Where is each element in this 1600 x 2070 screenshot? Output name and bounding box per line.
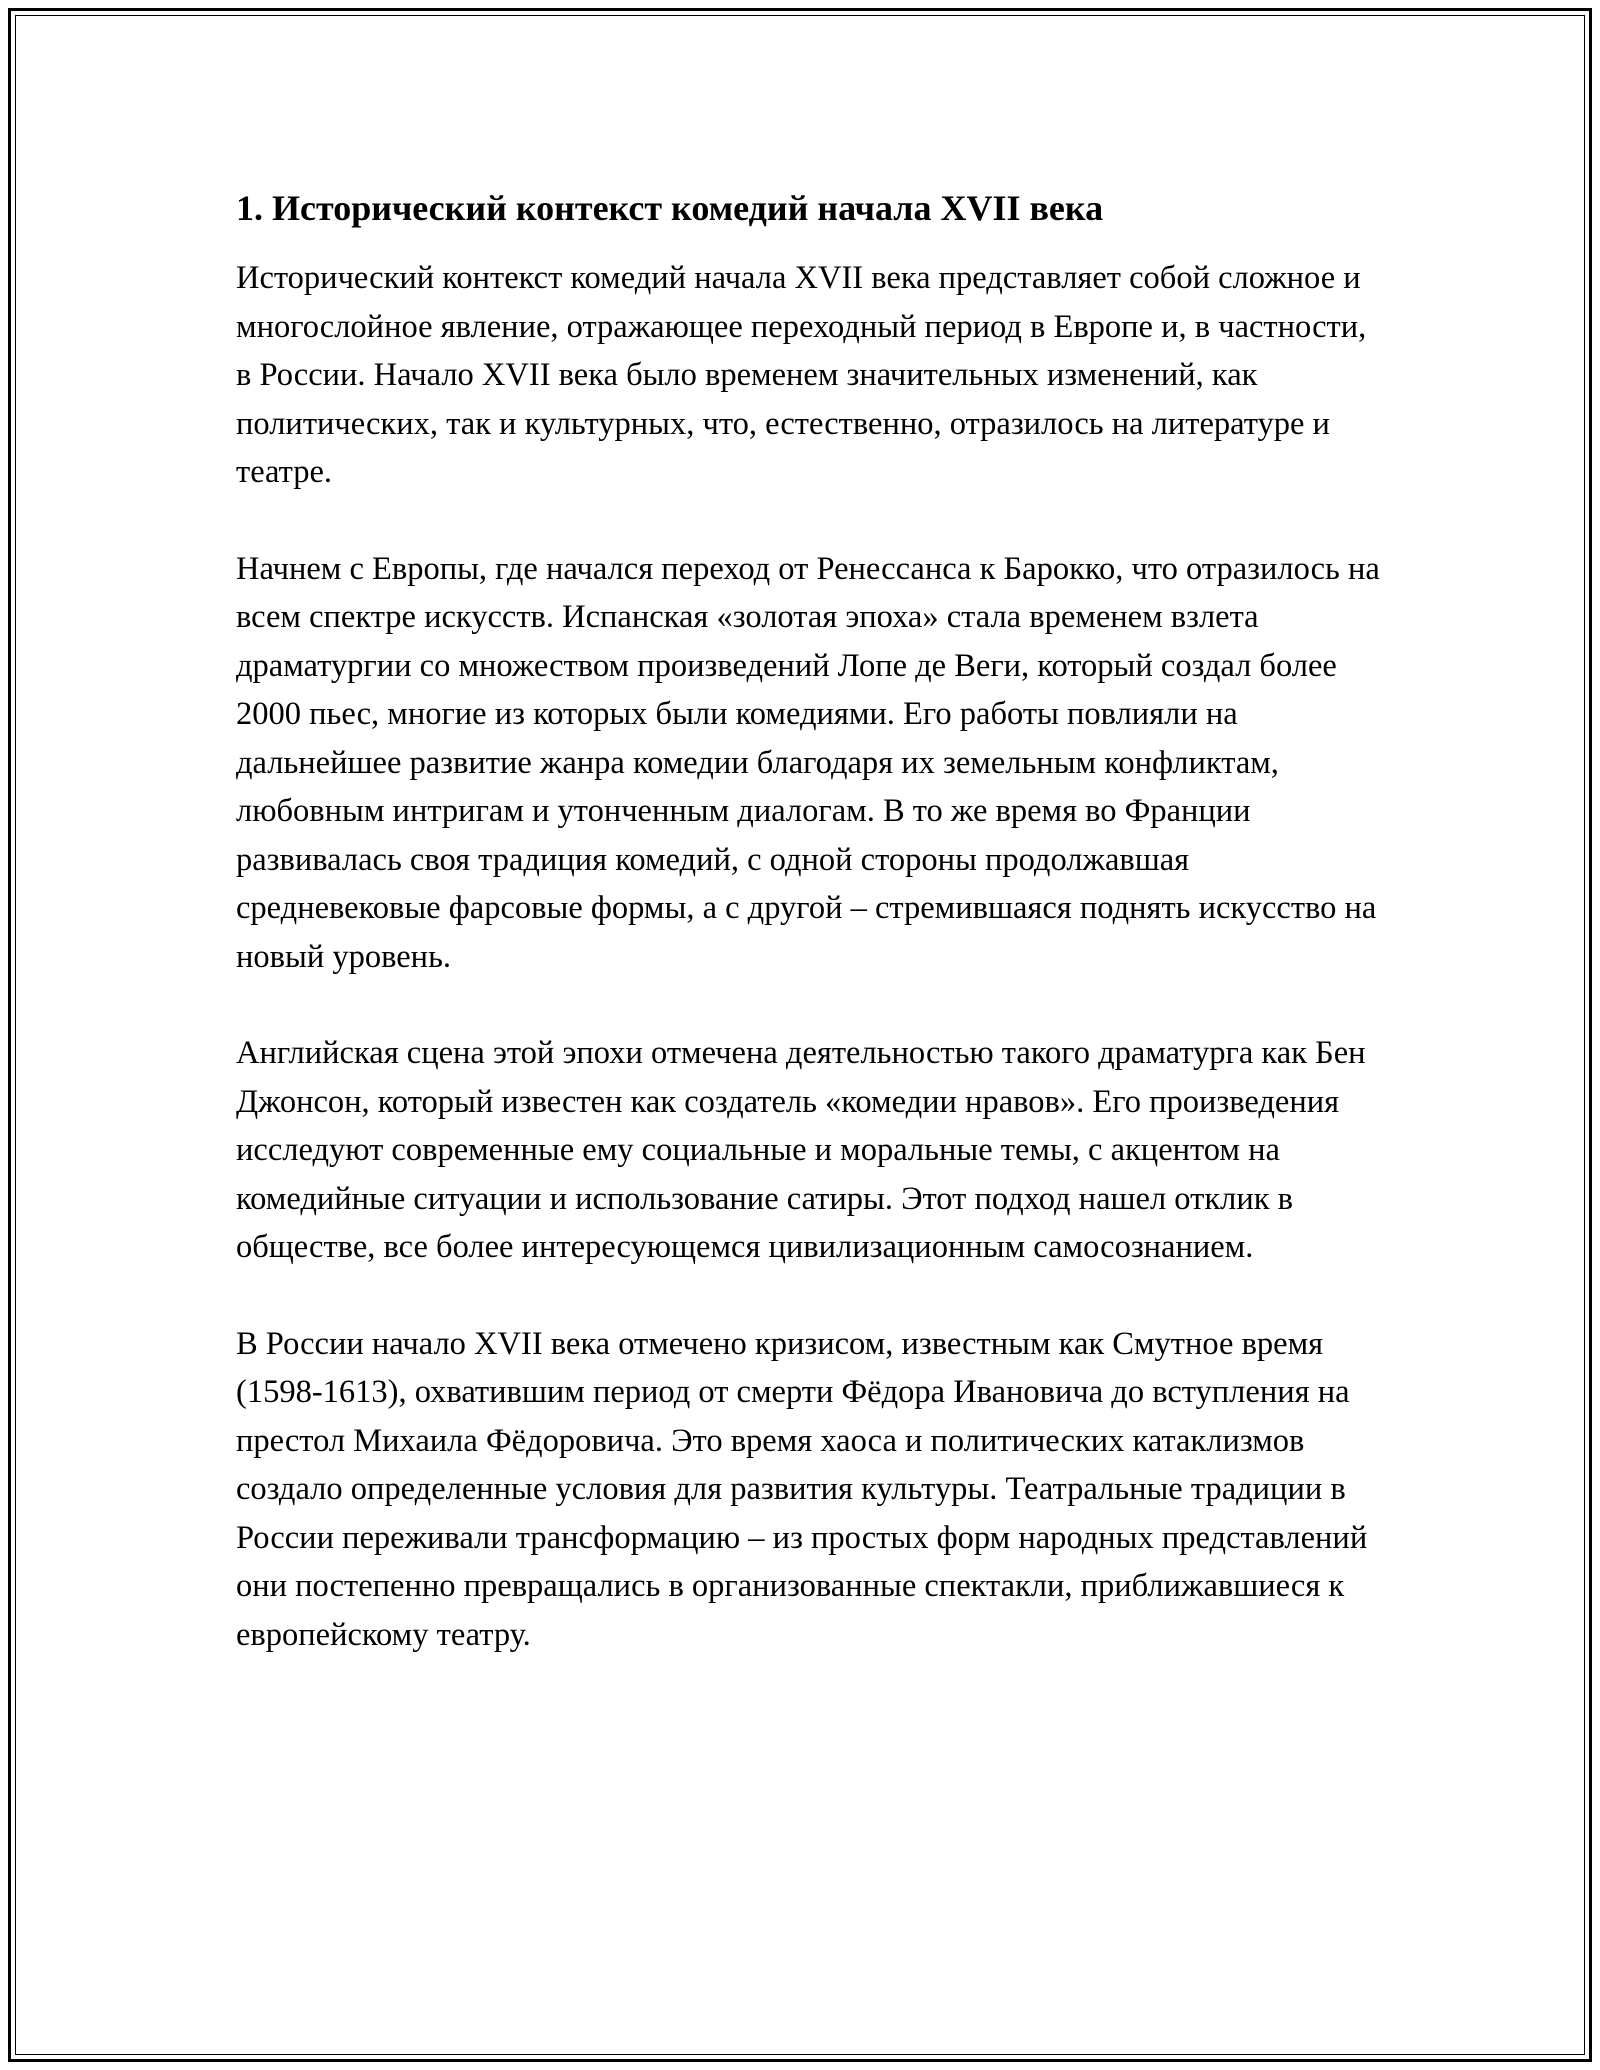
paragraph-2: Начнем с Европы, где начался переход от Ренессанса к Барокко, что отразилось на всем спектре искусств. Испанская «золотая эпоха» стала временем взлета драматургии со множеством произведений Лопе де Веги, который создал более 2000 пьес, многие из которых были комедиями. Его работы повлияли на дальнейшее развитие жанра комедии благодаря их земельным конфликтам, любовным интригам и утонченным диалогам. В то же время во Франции развивалась своя традиция комедий, с одной стороны продолжавшая средневековые фарсовые формы, а с другой – стремившаяся поднять искусство на новый уровень. — [236, 550, 1380, 975]
section-heading: 1. Исторический контекст комедий начала XVII века — [236, 188, 1104, 228]
paragraph-3: Английская сцена этой эпохи отмечена деятельностью такого драматурга как Бен Джонсон, который известен как создатель «комедии нравов». Его произведения исследуют современные ему социальные и моральные темы, с акцентом на комедийные ситуации и использование сатиры. Этот подход нашел отклик в обществе, все более интересующемся цивилизационным самосознанием. — [236, 1035, 1366, 1265]
paragraph-1: Исторический контекст комедий начала XVII века представляет собой сложное и многослойное явление, отражающее переходный период в Европе и, в частности, в России. Начало XVII века было временем значительных изменений, как политических, так и культурных, что, естественно, отразилось на литературе и театре. — [236, 260, 1367, 490]
document-body — [236, 186, 1386, 1707]
paragraph-4: В России начало XVII века отмечено кризисом, известным как Смутное время (1598-1613), охватившим период от смерти Фёдора Ивановича до вступления на престол Михаила Фёдоровича. Это время хаоса и политических катаклизмов создало определенные условия для развития культуры. Театральные традиции в России переживали трансформацию – из простых форм народных представлений они постепенно превращались в организованные спектакли, приближавшиеся к европейскому театру. — [236, 1325, 1368, 1653]
